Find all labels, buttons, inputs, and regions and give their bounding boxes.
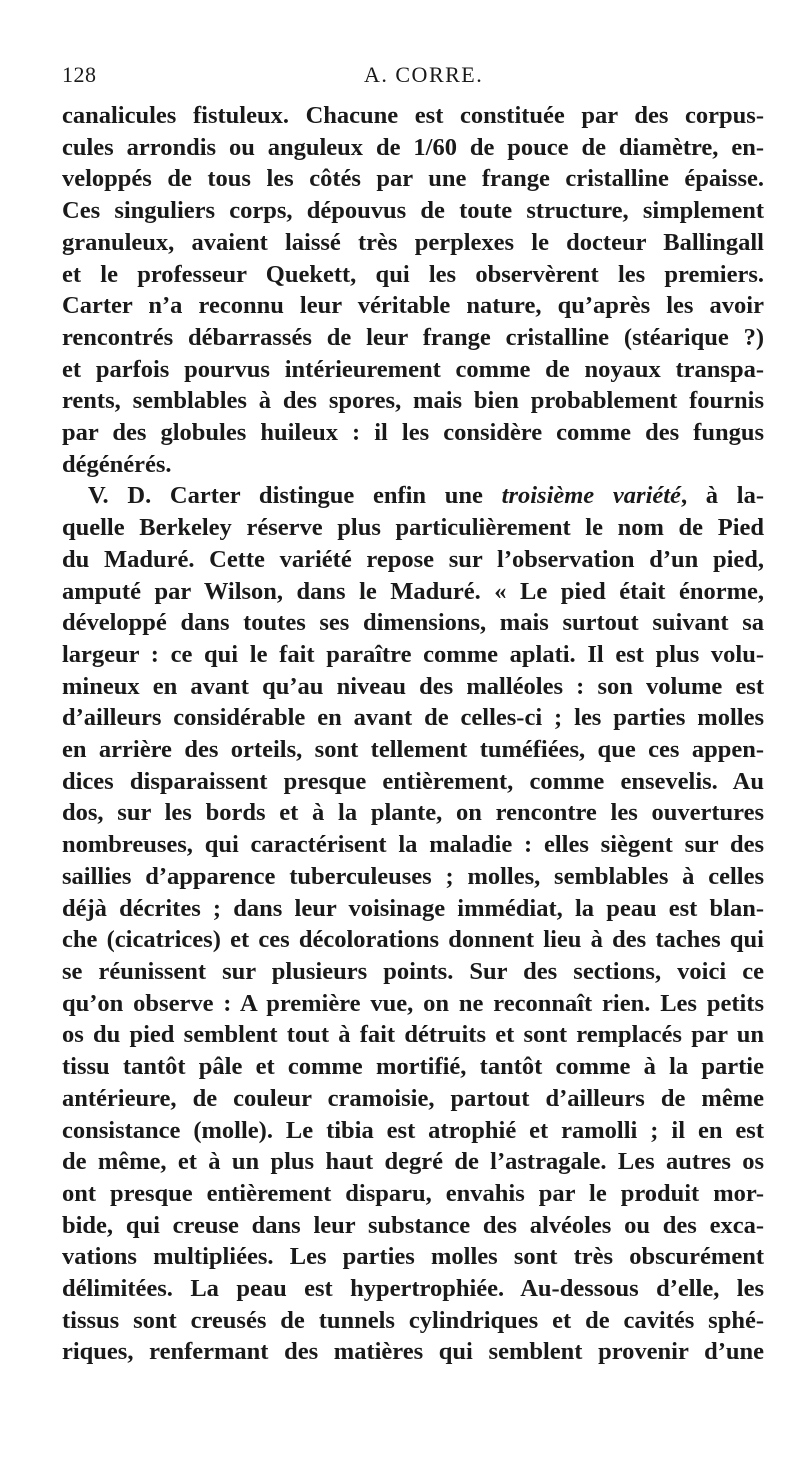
text-line: rents, semblables à des spores, mais bien probablement fournis: [62, 387, 764, 415]
text-line: granuleux, avaient laissé très perplexes le docteur Ballingall: [62, 228, 764, 256]
line-tail: , à la-: [680, 482, 764, 510]
text-line-italic: [62, 480, 764, 512]
text-line: dégénérés.: [62, 450, 172, 478]
text-line: nombreuses, qui caractérisent la maladie : elles siègent sur des: [62, 831, 764, 859]
text-line: che (cicatrices) et ces décolorations donnent lieu à des taches qui: [62, 926, 764, 954]
text-line: antérieure, de couleur cramoisie, partout d’ailleurs de même: [62, 1084, 764, 1112]
text-line: riques, renfermant des matières qui semblent provenir d’une: [62, 1338, 764, 1366]
text-line: vations multipliées. Les parties molles sont très obscurément: [62, 1243, 764, 1271]
text-line: amputé par Wilson, dans le Maduré. « Le pied était énorme,: [62, 577, 764, 605]
text-line: par des globules huileux : il les considère comme des fungus: [62, 419, 764, 447]
text-line: canalicules fistuleux. Chacune est constituée par des corpus-: [62, 102, 764, 129]
text-line: délimitées. La peau est hypertrophiée. Au-dessous d’elle, les: [62, 1275, 764, 1303]
body-text: [62, 100, 764, 1368]
text-line: dices disparaissent presque entièrement, comme ensevelis. Au: [62, 767, 764, 795]
italic-phrase: troisième variété: [501, 482, 681, 510]
text-line: saillies d’apparence tuberculeuses ; molles, semblables à celles: [62, 862, 764, 890]
text-line: consistance (molle). Le tibia est atrophié et ramolli ; il en est: [62, 1116, 764, 1144]
page-number: 128: [62, 62, 97, 87]
page-header: [62, 58, 764, 94]
text-line: bide, qui creuse dans leur substance des alvéoles ou des exca-: [62, 1211, 764, 1239]
text-line: tissus sont creusés de tunnels cylindriques et de cavités sphé-: [62, 1306, 764, 1334]
text-line: veloppés de tous les côtés par une frange cristalline épaisse.: [62, 165, 764, 193]
text-line: quelle Berkeley réserve plus particulièrement le nom de Pied: [62, 514, 764, 542]
text-line: Carter n’a reconnu leur véritable nature, qu’après les avoir: [62, 292, 764, 320]
text-line: déjà décrites ; dans leur voisinage immédiat, la peau est blan-: [62, 894, 764, 922]
book-page: [62, 58, 764, 1368]
text-line: mineux en avant qu’au niveau des malléoles : son volume est: [62, 672, 764, 700]
text-line: et parfois pourvus intérieurement comme de noyaux transpa-: [62, 355, 764, 383]
text-line: d’ailleurs considérable en avant de celles-ci ; les parties molles: [62, 704, 764, 732]
line-lead: V. D. Carter distingue enfin une: [88, 482, 502, 510]
text-line: tissu tantôt pâle et comme mortifié, tantôt comme à la partie: [62, 1053, 764, 1081]
text-line: dos, sur les bords et à la plante, on rencontre les ouvertures: [62, 799, 764, 827]
running-head: A. CORRE.: [364, 62, 484, 87]
text-line: os du pied semblent tout à fait détruits et sont remplacés par un: [62, 1021, 764, 1049]
text-line: largeur : ce qui le fait paraître comme aplati. Il est plus volu-: [62, 640, 764, 668]
text-line: ont presque entièrement disparu, envahis par le produit mor-: [62, 1179, 764, 1207]
text-line: rencontrés débarrassés de leur frange cristalline (stéarique ?): [62, 323, 764, 351]
text-line: du Maduré. Cette variété repose sur l’observation d’un pied,: [62, 545, 764, 573]
text-line: Ces singuliers corps, dépouvus de toute structure, simplement: [62, 197, 764, 225]
text-line: développé dans toutes ses dimensions, mais surtout suivant sa: [62, 609, 764, 637]
text-line: qu’on observe : A première vue, on ne reconnaît rien. Les petits: [62, 989, 764, 1017]
text-line: de même, et à un plus haut degré de l’astragale. Les autres os: [62, 1148, 764, 1176]
text-line: cules arrondis ou anguleux de 1/60 de pouce de diamètre, en-: [62, 133, 764, 161]
text-line: en arrière des orteils, sont tellement tuméfiées, que ces appen-: [62, 736, 764, 764]
text-line: et le professeur Quekett, qui les observèrent les premiers.: [62, 260, 764, 288]
text-line: se réunissent sur plusieurs points. Sur des sections, voici ce: [62, 957, 764, 985]
